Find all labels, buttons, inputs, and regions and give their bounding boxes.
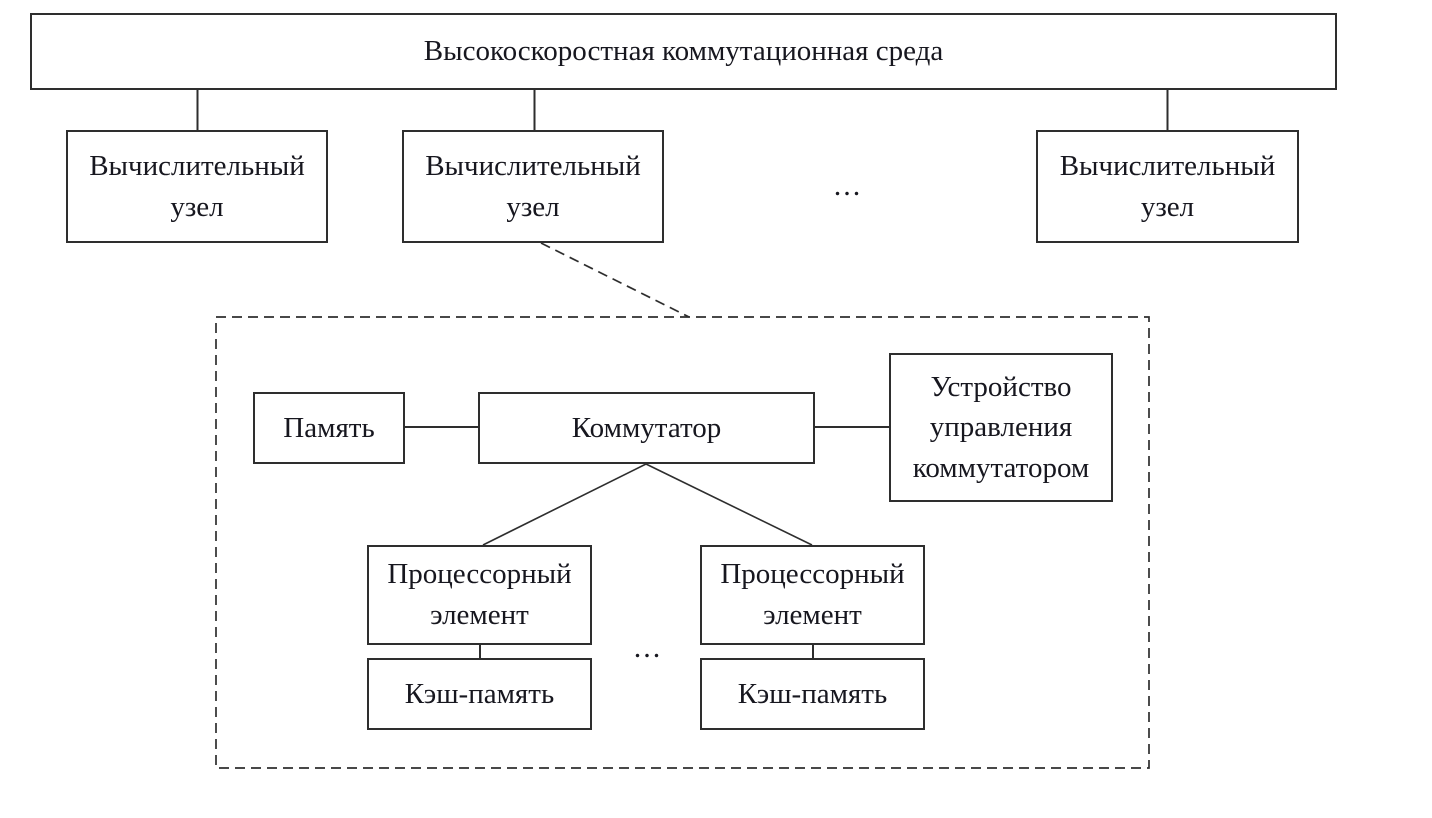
box-compute-node-2: Вычислительный узел <box>402 130 664 243</box>
processor-elements-ellipsis: ... <box>633 631 663 664</box>
compute-nodes-ellipsis: ... <box>833 169 863 202</box>
box-compute-node-3: Вычислительный узел <box>1036 130 1299 243</box>
box-switch: Коммутатор <box>478 392 815 464</box>
link-switch-pe-1 <box>483 464 646 545</box>
box-compute-node-1: Вычислительный узел <box>66 130 328 243</box>
box-switching-environment: Высокоскоростная коммутационная среда <box>30 13 1337 90</box>
link-switch-pe-2 <box>646 464 812 545</box>
box-processor-element-1: Процессорный элемент <box>367 545 592 645</box>
box-processor-element-2: Процессорный элемент <box>700 545 925 645</box>
box-cache-memory-2: Кэш-память <box>700 658 925 730</box>
box-memory: Память <box>253 392 405 464</box>
box-cache-memory-1: Кэш-память <box>367 658 592 730</box>
box-switch-controller: Устройство управления коммутатором <box>889 353 1113 502</box>
link-node-detail-dashed <box>541 243 689 317</box>
